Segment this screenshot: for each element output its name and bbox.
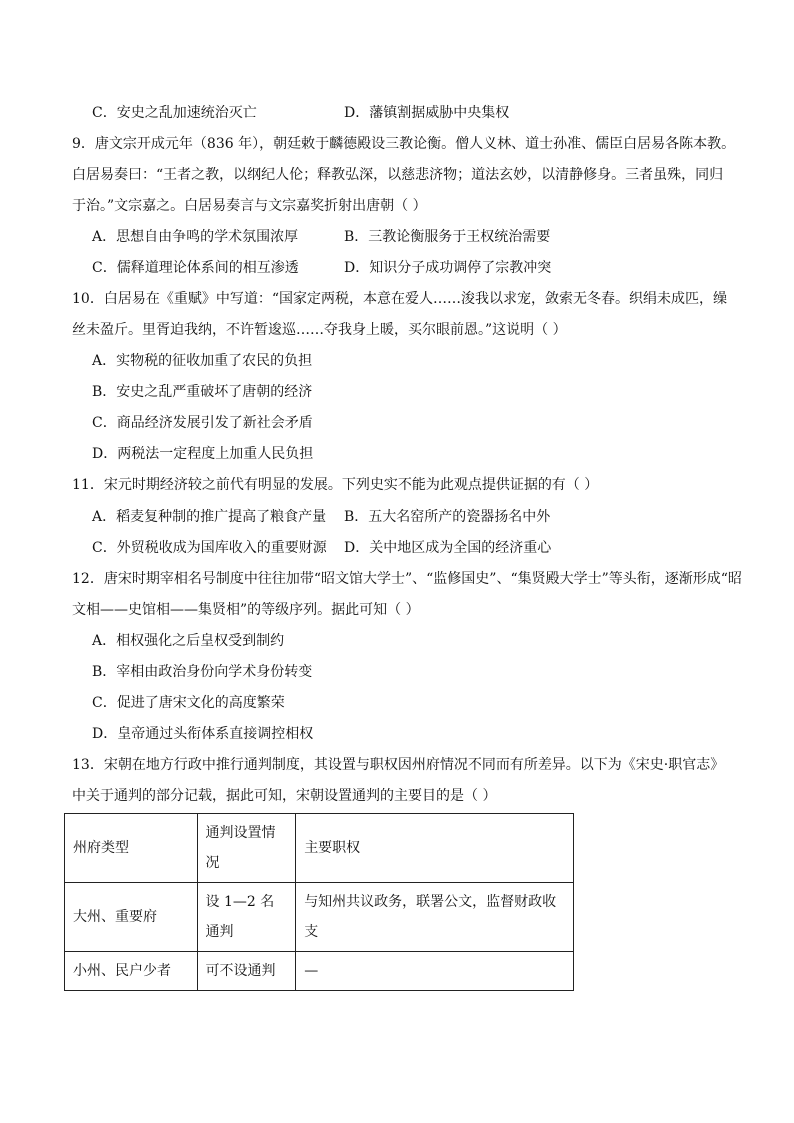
q13-stem-line-2: 中关于通判的部分记载，据此可知，宋朝设置通判的主要目的是（ ） [72, 788, 497, 804]
q8-option-d: D．藩镇割据威胁中央集权 [344, 105, 510, 121]
q10-stem-line-2: 丝未盈斤。里胥迫我纳，不许暂逡巡……夺我身上暖，买尔眼前恩。”这说明（ ） [72, 322, 567, 338]
table-header-cell: 州府类型 [65, 814, 198, 883]
table-cell: — [296, 952, 574, 991]
q12-stem-line-1: 12．唐宋时期宰相名号制度中往往加带“昭文馆大学士”、“监修国史”、“集贤殿大学士”等头衔，逐渐形成“昭 [72, 571, 742, 587]
q12-option-c: C．促进了唐宋文化的高度繁荣 [92, 695, 285, 711]
q12-option-b: B．宰相由政治身份向学术身份转变 [92, 664, 313, 680]
table-header-row [65, 814, 574, 883]
table-cell: 设 1—2 名通判 [197, 883, 296, 952]
q11-option-c: C．外贸税收成为国库收入的重要财源 [92, 540, 327, 556]
table-header-cell: 通判设置情况 [197, 814, 296, 883]
q9-option-b: B．三教论衡服务于王权统治需要 [344, 229, 551, 245]
q9-stem-line-1: 9．唐文宗开成元年（836 年），朝廷敕于麟德殿设三教论衡。僧人义林、道士孙准、儒臣白居易各陈本教。 [72, 136, 736, 152]
q12-option-a: A．相权强化之后皇权受到制约 [92, 633, 285, 649]
table-cell: 与知州共议政务，联署公文，监督财政收支 [296, 883, 574, 952]
table-row [65, 952, 574, 991]
table-row [65, 883, 574, 952]
q13-table [64, 813, 574, 991]
q12-option-d: D．皇帝通过头衔体系直接调控相权 [92, 726, 314, 742]
q12-stem-line-2: 文相——史馆相——集贤相”的等级序列。据此可知（ ） [72, 602, 420, 618]
q8-option-c: C．安史之乱加速统治灭亡 [92, 105, 257, 121]
q11-option-b: B．五大名窑所产的瓷器扬名中外 [344, 509, 551, 525]
q11-stem-line-1: 11．宋元时期经济较之前代有明显的发展。下列史实不能为此观点提供证据的有（ ） [72, 477, 599, 493]
q9-option-c: C．儒释道理论体系间的相互渗透 [92, 260, 299, 276]
q11-option-a: A．稻麦复种制的推广提高了粮食产量 [92, 509, 327, 525]
q10-option-c: C．商品经济发展引发了新社会矛盾 [92, 415, 313, 431]
q10-option-a: A．实物税的征收加重了农民的负担 [92, 353, 313, 369]
table-cell: 大州、重要府 [65, 883, 198, 952]
q9-option-d: D．知识分子成功调停了宗教冲突 [344, 260, 552, 276]
table-header-cell: 主要职权 [296, 814, 574, 883]
q10-option-d: D．两税法一定程度上加重人民负担 [92, 446, 314, 462]
q9-stem-line-3: 于治。”文宗嘉之。白居易奏言与文宗嘉奖折射出唐朝（ ） [72, 198, 427, 214]
q10-stem-line-1: 10．白居易在《重赋》中写道：“国家定两税，本意在爱人……浚我以求宠，敛索无冬春。织绢未成匹，缲 [72, 291, 727, 307]
q9-stem-line-2: 白居易奏曰：“王者之教，以纲纪人伦；释教弘深，以慈悲济物；道法玄妙，以清静修身。三者虽殊，同归 [72, 167, 724, 183]
table-cell: 可不设通判 [197, 952, 296, 991]
q10-option-b: B．安史之乱严重破坏了唐朝的经济 [92, 384, 313, 400]
table-cell: 小州、民户少者 [65, 952, 198, 991]
q11-option-d: D．关中地区成为全国的经济重心 [344, 540, 552, 556]
q9-option-a: A．思想自由争鸣的学术氛围浓厚 [92, 229, 299, 245]
q13-stem-line-1: 13．宋朝在地方行政中推行通判制度，其设置与职权因州府情况不同而有所差异。以下为《宋史·职官志》 [72, 757, 725, 773]
